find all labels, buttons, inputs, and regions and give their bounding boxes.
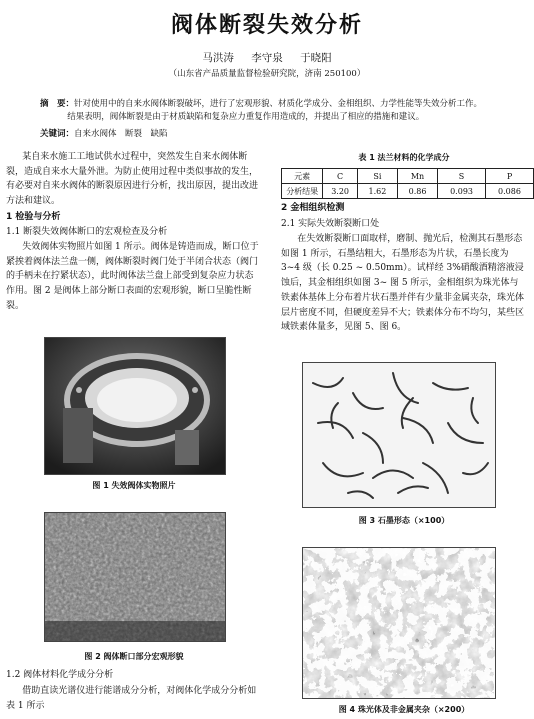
keywords xyxy=(40,127,168,139)
figure-3-caption: 图 3 石墨形态（×100） xyxy=(358,516,450,525)
figure-3-photo xyxy=(302,362,496,508)
table-row xyxy=(282,184,534,199)
abstract-label: 摘 要： xyxy=(40,99,75,109)
figure-2-photo xyxy=(44,512,226,642)
table-cell: 元素 xyxy=(282,169,323,184)
figure-2-caption: 图 2 阀体断口部分宏观形貌 xyxy=(84,652,184,661)
abstract-text: 结果表明，阀体断裂是由于材质缺陷和复杂应力重复作用造成的，并提出了相应的措施和建议。 xyxy=(67,112,425,122)
keywords-label: 关键词： xyxy=(40,129,75,139)
table-cell: 分析结果 xyxy=(282,184,323,199)
table-cell: C xyxy=(323,169,357,184)
table-cell: 0.093 xyxy=(438,184,486,199)
abstract-text: 针对使用中的自来水阀体断裂破坏，进行了宏观形貌、材质化学成分、金相组织、力学性能等失效分析工作。 xyxy=(74,99,483,109)
table-1 xyxy=(281,168,534,199)
subsection-heading: 1.2 阀体材料化学成分分析 xyxy=(6,670,114,680)
author-name: 李守泉 xyxy=(251,52,283,64)
table-header-row xyxy=(282,169,534,184)
figure-1-caption: 图 1 失效阀体实物照片 xyxy=(92,481,176,490)
author-name: 马洪涛 xyxy=(202,52,234,64)
abstract xyxy=(40,98,510,124)
body-paragraph: 在失效断裂断口面取样，磨制、抛光后，检测其石墨形态如图 1 所示，石墨结粗大，石墨形态为片状，石墨长度为 3~4 级（长 0.25 ~ 0.50mm）。试样经 3%硝酸酒精溶液浸蚀后，其金相组织如图 3~ 图 5 所示，金相组织为珠光体与铁素体基体上分布着片状石墨并伴有少量非金属夹杂，珠光体层片密度不同，但硬度差异不大；铁素体分布不均匀，某些区域铁素体量多，见图 5、图 6。 xyxy=(281,234,525,333)
table-cell: 0.086 xyxy=(486,184,534,199)
table-cell: Mn xyxy=(397,169,437,184)
table-cell: S xyxy=(438,169,486,184)
author-name: 于晓阳 xyxy=(300,52,332,64)
table-cell: Si xyxy=(357,169,397,184)
body-paragraph: 借助直读光谱仪进行能谱成分分析，对阀体化学成分分析如表 1 所示 xyxy=(6,686,257,711)
table-cell: 1.62 xyxy=(357,184,397,199)
section-heading: 1 检验与分析 xyxy=(6,212,61,222)
keywords-text: 自来水阀体 断裂 缺陷 xyxy=(74,129,168,139)
body-paragraph: 失效阀体实物照片如图 1 所示。阀体是铸造而成，断口位于紧挨着阀体法兰盘一侧，阀体断裂时阀门处于半闭合状态（阀门的手柄未在拧紧状态），此时阀体法兰盘上部受到复杂应力状态作用。图 2 是阀体上部分断口表面的宏观形貌，断口呈脆性断裂。 xyxy=(6,242,259,311)
subsection-heading: 1.1 断裂失效阀体断口的宏观检查及分析 xyxy=(6,227,168,237)
table-cell: P xyxy=(486,169,534,184)
intro-paragraph: 某自来水施工工地试供水过程中，突然发生自来水阀体断裂，造成自来水大量外泄。为防止使用过程中类似事故的发生，有必要对自来水阀体的断裂原因进行分析，找出原因，提出改进方法和建议。 xyxy=(6,152,259,207)
table-cell: 3.20 xyxy=(323,184,357,199)
figure-4-caption: 图 4 珠光体及非金属夹杂（×200） xyxy=(338,705,470,714)
figure-1-photo xyxy=(44,337,226,475)
subsection-heading: 2.1 实际失效断裂断口处 xyxy=(281,219,380,229)
affiliation: （山东省产品质量监督检验研究院，济南 250100） xyxy=(168,69,366,79)
table-cell: 0.86 xyxy=(397,184,437,199)
authors xyxy=(0,50,534,65)
paper-title: 阀体断裂失效分析 xyxy=(170,13,363,38)
section-heading: 2 金相组织检测 xyxy=(281,203,345,213)
figure-4-photo xyxy=(302,547,496,699)
table-1-caption: 表 1 法兰材料的化学成分 xyxy=(358,153,450,162)
